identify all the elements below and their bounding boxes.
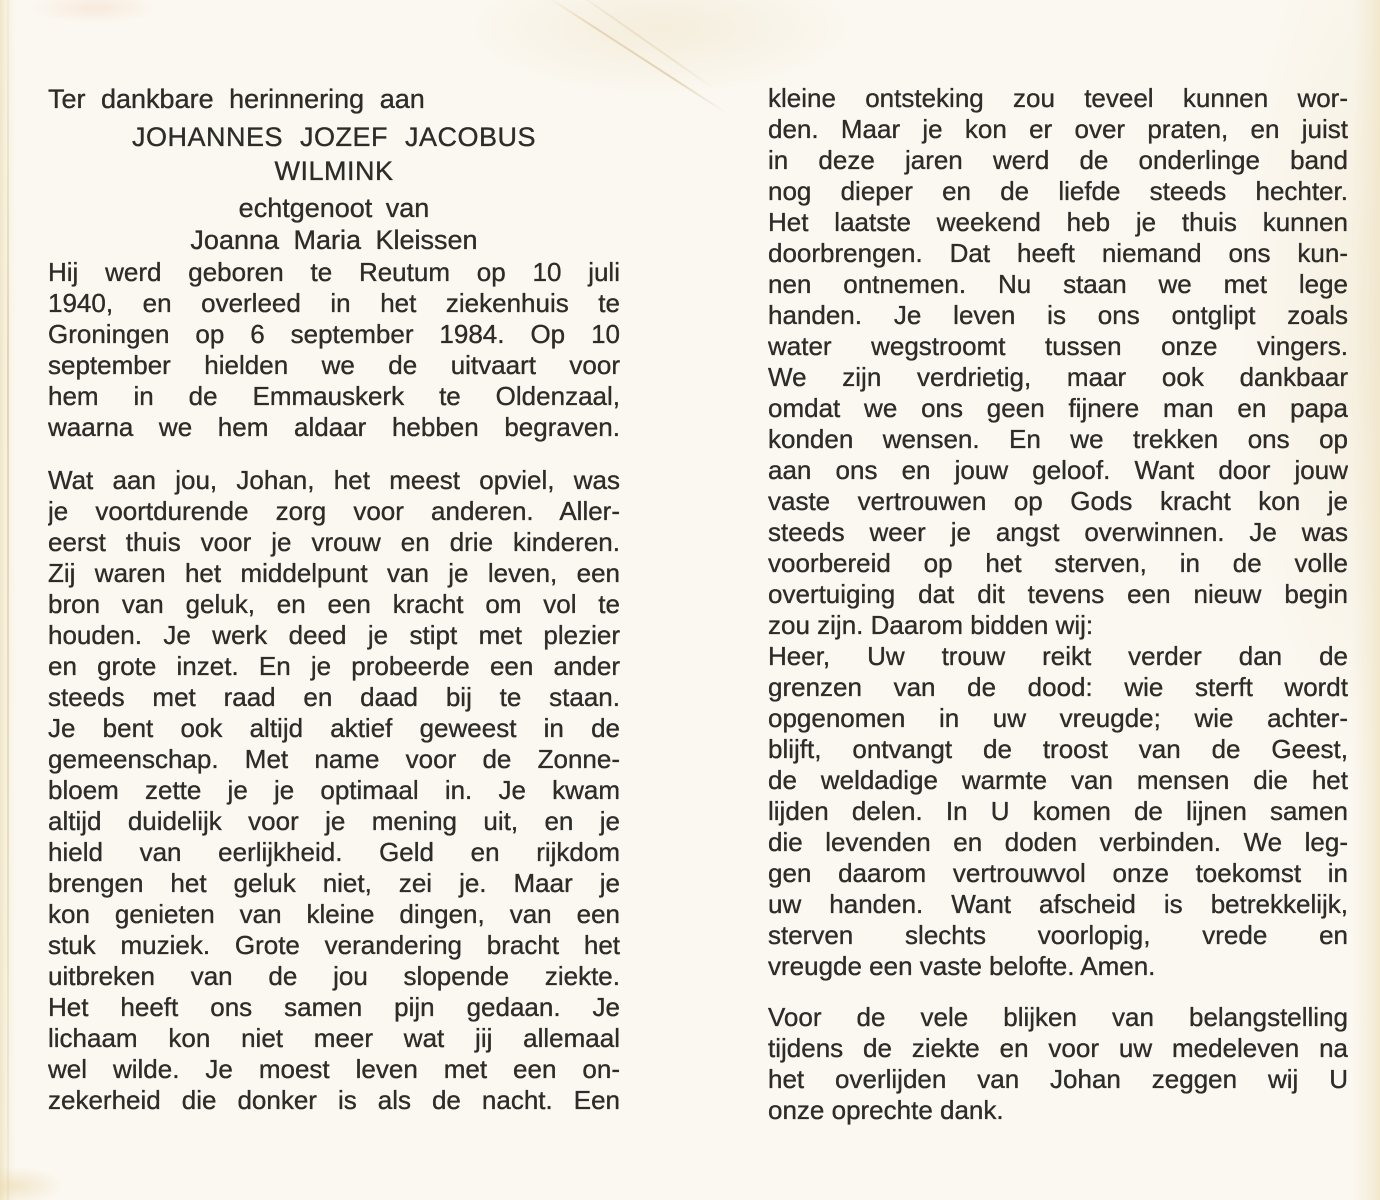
text-line: hem in de Emmauskerk te Oldenzaal, bbox=[48, 381, 620, 411]
text-line: in deze jaren werd de onderlinge band bbox=[768, 145, 1348, 175]
text-line: Hij werd geboren te Reutum op 10 juli bbox=[48, 257, 620, 287]
text-line: Het laatste weekend heb je thuis kunnen bbox=[768, 207, 1348, 237]
deceased-name-line-2: WILMINK bbox=[274, 156, 394, 186]
text-line: waarna we hem aldaar hebben begraven. bbox=[48, 412, 620, 442]
text-line: onze oprechte dank. bbox=[768, 1095, 1004, 1125]
text-line: eerst thuis voor je vrouw en drie kinderen. bbox=[48, 527, 620, 557]
tribute-continuation-paragraph bbox=[768, 83, 1348, 982]
text-line: en grote inzet. En je probeerde een ander bbox=[48, 651, 620, 681]
text-line: de weldadige warmte van mensen die het bbox=[768, 765, 1348, 795]
deceased-name-line-1: JOHANNES JOZEF JACOBUS bbox=[131, 122, 537, 152]
text-line: het overlijden van Johan zeggen wij U bbox=[768, 1064, 1348, 1094]
text-line: We zijn verdrietig, maar ook dankbaar bbox=[768, 362, 1348, 392]
text-line: grenzen van de dood: wie sterft wordt bbox=[768, 672, 1348, 702]
text-line: brengen het geluk niet, zei je. Maar je bbox=[48, 868, 620, 898]
text-line: aan ons en jouw geloof. Want door jouw bbox=[768, 455, 1348, 485]
text-line: hield van eerlijkheid. Geld en rijkdom bbox=[48, 837, 620, 867]
text-line: doorbrengen. Dat heeft niemand ons kun- bbox=[768, 238, 1348, 268]
life-dates-paragraph bbox=[48, 257, 620, 443]
text-line: kon genieten van kleine dingen, van een bbox=[48, 899, 620, 929]
memorial-intro-line: Ter dankbare herinnering aan bbox=[48, 84, 425, 114]
text-line: vreugde een vaste belofte. Amen. bbox=[768, 951, 1156, 981]
text-line: september hielden we de uitvaart voor bbox=[48, 350, 620, 380]
text-line: zou zijn. Daarom bidden wij: bbox=[768, 610, 1094, 640]
text-line: Heer, Uw trouw reikt verder dan de bbox=[768, 641, 1348, 671]
text-line: stuk muziek. Grote verandering bracht het bbox=[48, 930, 620, 960]
tribute-paragraph bbox=[48, 465, 620, 1116]
text-line: nen ontnemen. Nu staan we met lege bbox=[768, 269, 1348, 299]
text-line: konden wensen. En we trekken ons op bbox=[768, 424, 1348, 454]
spouse-name-line: Joanna Maria Kleissen bbox=[190, 225, 478, 255]
text-line: die levenden en doden verbinden. We leg- bbox=[768, 827, 1348, 857]
text-line: steeds met raad en daad bij te staan. bbox=[48, 682, 620, 712]
text-line: vaste vertrouwen op Gods kracht kon je bbox=[768, 486, 1348, 516]
text-line: 1940, en overleed in het ziekenhuis te bbox=[48, 288, 620, 318]
text-line: uitbreken van de jou slopende ziekte. bbox=[48, 961, 620, 991]
text-line: blijft, ontvangt de troost van de Geest, bbox=[768, 734, 1348, 764]
text-line: water wegstroomt tussen onze vingers. bbox=[768, 331, 1348, 361]
text-line: sterven slechts voorlopig, vrede en bbox=[768, 920, 1348, 950]
text-line: Wat aan jou, Johan, het meest opviel, was bbox=[48, 465, 620, 495]
text-line: altijd duidelijk voor je mening uit, en je bbox=[48, 806, 620, 836]
text-line: wel wilde. Je moest leven met een on- bbox=[48, 1054, 620, 1084]
text-line: voorbereid op het sterven, in de volle bbox=[768, 548, 1348, 578]
text-line: je voortdurende zorg voor anderen. Aller- bbox=[48, 496, 620, 526]
text-line: Groningen op 6 september 1984. Op 10 bbox=[48, 319, 620, 349]
text-line: steeds weer je angst overwinnen. Je was bbox=[768, 517, 1348, 547]
text-line: bloem zette je je optimaal in. Je kwam bbox=[48, 775, 620, 805]
text-line: lichaam kon niet meer wat jij allemaal bbox=[48, 1023, 620, 1053]
text-line: uw handen. Want afscheid is betrekkelijk, bbox=[768, 889, 1348, 919]
text-line: tijdens de ziekte en voor uw medeleven na bbox=[768, 1033, 1348, 1063]
text-line: Voor de vele blijken van belangstelling bbox=[768, 1002, 1348, 1032]
text-line: overtuiging dat dit tevens een nieuw begin bbox=[768, 579, 1348, 609]
text-line: gen daarom vertrouwvol onze toekomst in bbox=[768, 858, 1348, 888]
left-fold-crease bbox=[7, 0, 9, 1200]
text-line: handen. Je leven is ons ontglipt zoals bbox=[768, 300, 1348, 330]
text-line: zekerheid die donker is als de nacht. Een bbox=[48, 1085, 620, 1115]
text-line: omdat we ons geen fijnere man en papa bbox=[768, 393, 1348, 423]
text-line: Het heeft ons samen pijn gedaan. Je bbox=[48, 992, 620, 1022]
text-line: nog dieper en de liefde steeds hechter. bbox=[768, 176, 1348, 206]
acknowledgement-paragraph bbox=[768, 1002, 1348, 1126]
text-line: Zij waren het middelpunt van je leven, een bbox=[48, 558, 620, 588]
text-line: opgenomen in uw vreugde; wie achter- bbox=[768, 703, 1348, 733]
text-line: den. Maar je kon er over praten, en juist bbox=[768, 114, 1348, 144]
text-line: gemeenschap. Met name voor de Zonne- bbox=[48, 744, 620, 774]
top-fold-crease-secondary bbox=[574, 0, 714, 89]
relation-line: echtgenoot van bbox=[238, 193, 430, 223]
text-line: bron van geluk, en een kracht om vol te bbox=[48, 589, 620, 619]
text-line: houden. Je werk deed je stipt met plezier bbox=[48, 620, 620, 650]
text-line: Je bent ook altijd aktief geweest in de bbox=[48, 713, 620, 743]
text-line: lijden delen. In U komen de lijnen samen bbox=[768, 796, 1348, 826]
text-line: kleine ontsteking zou teveel kunnen wor- bbox=[768, 83, 1348, 113]
